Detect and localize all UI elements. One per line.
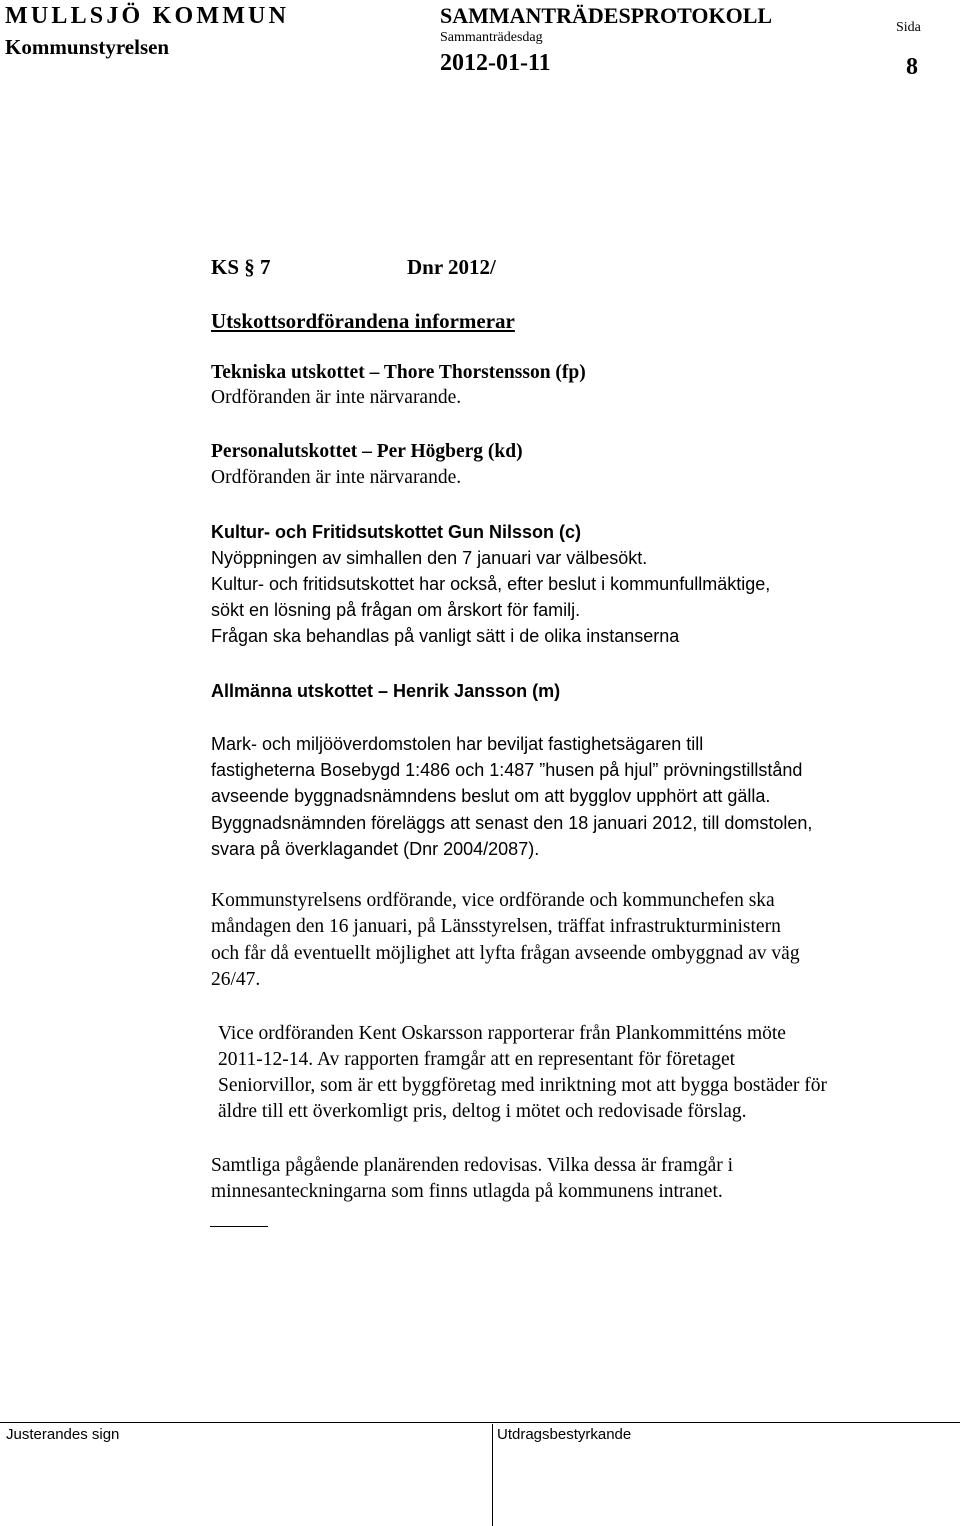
paragraph-line: sökt en lösning på frågan om årskort för familj.: [211, 600, 581, 620]
justerandes-sign-label: Justerandes sign: [6, 1426, 120, 1443]
board-name: Kommunstyrelsen: [5, 35, 170, 59]
paragraph-heading: Kultur- och Fritidsutskottet Gun Nilsson (c): [211, 522, 581, 542]
paragraph-heading: Tekniska utskottet – Thore Thorstensson (fp): [211, 362, 586, 383]
body-line: 2011-12-14. Av rapporten framgår att en representant för företaget: [218, 1049, 736, 1070]
page-label: Sida: [896, 20, 921, 35]
footer-divider: [0, 1422, 960, 1423]
section-ks: KS § 7: [211, 255, 271, 279]
body-line: Kommunstyrelsens ordförande, vice ordförande och kommunchefen ska: [211, 890, 775, 911]
body-line: minnesanteckningarna som finns utlagda på kommunens intranet.: [211, 1181, 723, 1202]
meeting-date-label: Sammanträdesdag: [440, 30, 543, 45]
section-dnr: Dnr 2012/: [407, 255, 496, 279]
section-number: [211, 255, 271, 280]
paragraph-line: Ordföranden är inte närvarande.: [211, 467, 462, 488]
body-line: Seniorvillor, som är ett byggföretag med inriktning mot att bygga bostäder för: [218, 1075, 828, 1096]
body-line: Vice ordföranden Kent Oskarsson rapporterar från Plankommitténs möte: [218, 1023, 786, 1044]
body-line: Mark- och miljööverdomstolen har beviljat fastighetsägaren till: [211, 734, 704, 754]
body-line: 26/47.: [211, 969, 261, 990]
paragraph-line: Kultur- och fritidsutskottet har också, efter beslut i kommunfullmäktige,: [211, 574, 771, 594]
paragraph-line: Ordföranden är inte närvarande.: [211, 387, 462, 408]
section-title: Utskottsordförandena informerar: [211, 309, 515, 333]
body-line: Samtliga pågående planärenden redovisas. Vilka dessa är framgår i: [211, 1155, 734, 1176]
body-line: avseende byggnadsnämndens beslut om att bygglov upphört att gälla.: [211, 786, 771, 806]
end-rule: [210, 1226, 268, 1227]
body-line: måndagen den 16 januari, på Länsstyrelsen, träffat infrastrukturministern: [211, 916, 781, 937]
utdragsbestyrkande-label: Utdragsbestyrkande: [497, 1426, 632, 1443]
body-line: äldre till ett överkomligt pris, deltog i mötet och redovisade förslag.: [218, 1101, 747, 1122]
body-line: fastigheterna Bosebygd 1:486 och 1:487 ”husen på hjul” prövningstillstånd: [211, 760, 803, 780]
paragraph-line: Nyöppningen av simhallen den 7 januari var välbesökt.: [211, 548, 648, 568]
paragraph-line: Frågan ska behandlas på vanligt sätt i de olika instanserna: [211, 626, 680, 646]
paragraph-heading: Allmänna utskottet – Henrik Jansson (m): [211, 681, 561, 701]
body-line: svara på överklagandet (Dnr 2004/2087).: [211, 839, 540, 859]
body-line: Byggnadsnämnden föreläggs att senast den 18 januari 2012, till domstolen,: [211, 813, 813, 833]
body-line: och får då eventuellt möjlighet att lyfta frågan avseende ombyggnad av väg: [211, 943, 800, 964]
document-type: SAMMANTRÄDESPROTOKOLL: [440, 3, 773, 28]
paragraph-heading: Personalutskottet – Per Högberg (kd): [211, 441, 523, 462]
municipality-name: MULLSJÖ KOMMUN: [5, 3, 290, 29]
footer-column-divider: [492, 1424, 493, 1526]
page-number: 8: [906, 54, 918, 80]
meeting-date: 2012-01-11: [440, 50, 551, 76]
